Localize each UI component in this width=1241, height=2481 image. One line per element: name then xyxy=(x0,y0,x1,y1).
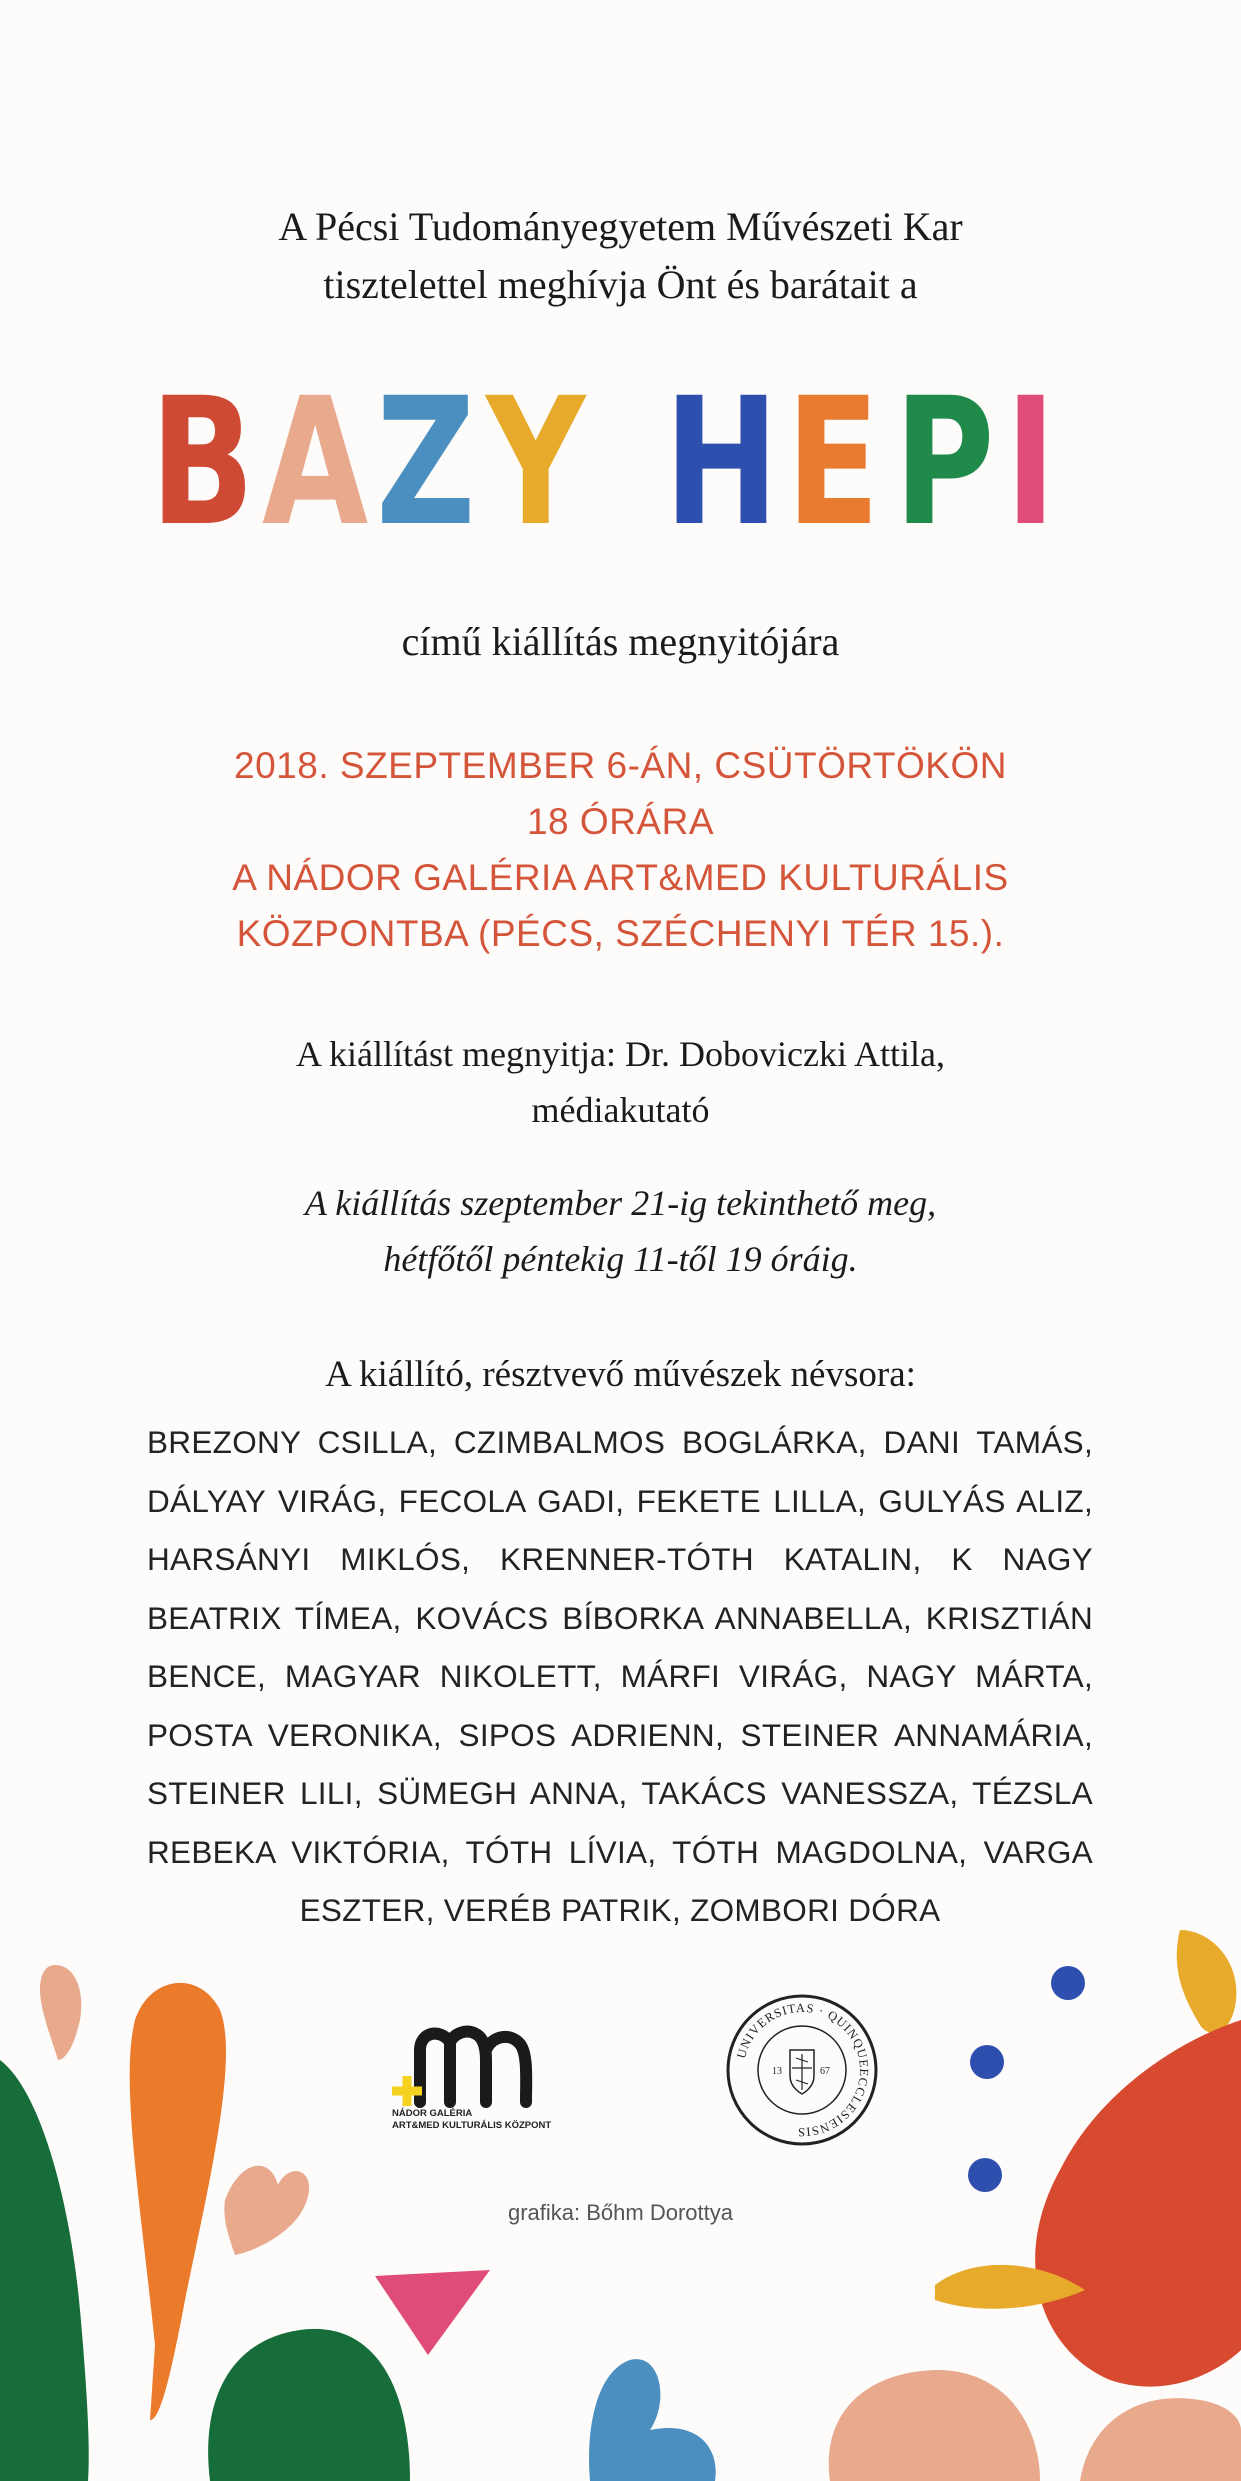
yellow-drop-top-right xyxy=(1177,1930,1237,2033)
intro-text xyxy=(0,198,1241,314)
nador-caption xyxy=(392,2108,592,2132)
intro-line-1: A Pécsi Tudományegyetem Művészeti Kar xyxy=(278,204,963,249)
dates-line-1: A kiállítás szeptember 21-ig tekinthető meg, xyxy=(304,1183,937,1223)
opener-text xyxy=(0,1026,1241,1138)
green-shape-left xyxy=(0,2060,89,2481)
event-line-3: A NÁDOR GALÉRIA ART&MED KULTURÁLIS xyxy=(232,857,1009,898)
intro-line-2: tisztelettel meghívja Önt és barátait a xyxy=(323,262,918,307)
title-letter-p: P xyxy=(894,360,992,565)
blue-dot-2 xyxy=(970,2045,1004,2079)
event-line-1: 2018. SZEPTEMBER 6-ÁN, CSÜTÖRTÖKÖN xyxy=(234,745,1007,786)
university-seal xyxy=(724,1992,880,2148)
green-shape-bottom xyxy=(208,2329,410,2481)
title-letter-z: Z xyxy=(376,360,473,565)
peach-shape-bottom-right-2 xyxy=(1080,2398,1241,2481)
opener-line-2: médiakutató xyxy=(531,1090,710,1130)
title-letter-e: E xyxy=(786,360,877,565)
title-letter-a: A xyxy=(262,360,366,565)
seal-year-left: 13 xyxy=(772,2066,782,2077)
title-letter-h: H xyxy=(664,360,776,565)
title-letter-b: B xyxy=(150,360,252,565)
title-letter-y: Y xyxy=(486,360,583,565)
graphics-credit: grafika: Bőhm Dorottya xyxy=(508,2200,733,2225)
exhibition-title xyxy=(150,360,1100,565)
pink-triangle xyxy=(375,2270,490,2355)
nador-caption-line-1: NÁDOR GALÉRIA xyxy=(392,2108,473,2119)
blue-dot-1 xyxy=(1051,1966,1085,2000)
opener-line-1: A kiállítást megnyitja: Dr. Doboviczki Attila, xyxy=(296,1034,945,1074)
blue-shape-bottom xyxy=(589,2359,716,2481)
event-line-4: KÖZPONTBA (PÉCS, SZÉCHENYI TÉR 15.). xyxy=(236,913,1005,954)
svg-text:UNIVERSITAS · QUINQUEECCLESIEN: UNIVERSITAS · QUINQUEECCLESIENSIS xyxy=(734,2000,872,2140)
artists-list: BREZONY CSILLA, CZIMBALMOS BOGLÁRKA, DANI TAMÁS, DÁLYAY VIRÁG, FECOLA GADI, FEKETE LILLA, GULYÁS ALIZ, HARSÁNYI MIKLÓS, KRENNER-TÓTH KATALIN, K NAGY BEATRIX TÍMEA, KOVÁCS BÍBORKA ANNABELLA, KRISZTIÁN BENCE, MAGYAR NIKOLETT, MÁRFI VIRÁG, NAGY MÁRTA, POSTA VERONIKA, SIPOS ADRIENN, STEINER ANNAMÁRIA, STEINER LILI, SÜMEGH ANNA, TAKÁCS VANESSZA, TÉZSLA REBEKA VIKTÓRIA, TÓTH LÍVIA, TÓTH MAGDOLNA, VARGA ESZTER, VERÉB PATRIK, ZOMBORI DÓRA xyxy=(147,1424,1093,1928)
title-letter-i: I xyxy=(1005,360,1053,565)
event-line-2: 18 ÓRÁRA xyxy=(526,801,714,842)
dates-line-2: hétfőtől péntekig 11-től 19 óráig. xyxy=(383,1239,858,1279)
yellow-drop-bottom-right xyxy=(935,2265,1085,2309)
seal-year-right: 67 xyxy=(820,2066,830,2077)
artists-heading: A kiállító, résztvevő művészek névsora: xyxy=(325,1354,916,1395)
nador-caption-line-2: ART&MED KULTURÁLIS KÖZPONT xyxy=(392,2120,552,2131)
blue-dot-3 xyxy=(968,2158,1002,2192)
opening-hours xyxy=(0,1175,1241,1287)
event-details xyxy=(0,738,1241,962)
peach-drop-left xyxy=(40,1965,81,2060)
peach-shape-bottom-right xyxy=(829,2370,1040,2481)
subtitle: című kiállítás megnyitójára xyxy=(401,619,840,664)
